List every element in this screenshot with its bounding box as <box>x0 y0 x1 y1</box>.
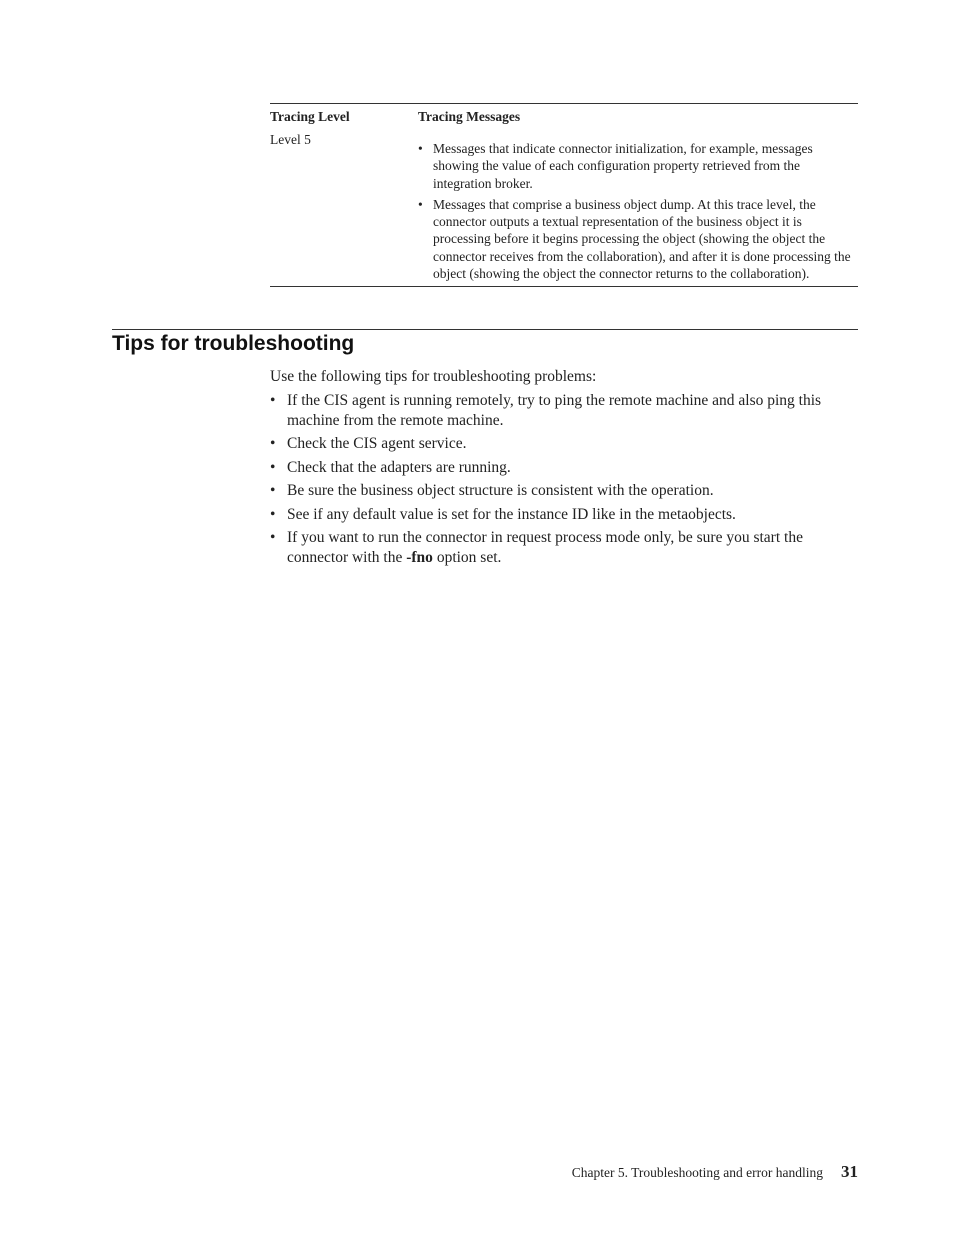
list-item <box>270 528 860 567</box>
table-bottom-rule <box>270 286 858 287</box>
tracing-table <box>270 103 858 287</box>
message-text: Messages that indicate connector initialization, for example, messages showing the value of each configuration property retrieved from the integration broker. <box>433 141 813 191</box>
list-item <box>270 481 860 501</box>
section-title: Tips for troubleshooting <box>112 332 355 355</box>
bullet-icon: • <box>270 458 276 476</box>
page-number: 31 <box>841 1162 858 1181</box>
tips-section <box>270 367 860 571</box>
bullet-icon: • <box>270 505 276 523</box>
header-tracing-messages: Tracing Messages <box>418 109 521 124</box>
header-tracing-level: Tracing Level <box>270 109 350 124</box>
tip-text: Be sure the business object structure is consistent with the operation. <box>287 482 714 499</box>
list-item <box>418 196 858 282</box>
table-header-row <box>270 104 858 128</box>
tip-text: Check that the adapters are running. <box>287 458 511 476</box>
tip-text-before: If you want to run the connector in request process mode only, be sure you start the connector with the <box>287 529 803 566</box>
bullet-icon: • <box>270 435 276 452</box>
list-item <box>270 458 860 478</box>
bullet-icon: • <box>270 392 276 409</box>
tip-text-after: option set. <box>432 548 502 566</box>
fno-option: -fno <box>406 548 433 566</box>
bullet-icon: • <box>270 482 276 499</box>
list-item <box>270 434 860 454</box>
table-row <box>270 128 858 286</box>
bullet-icon: • <box>418 141 423 156</box>
tips-intro: Use the following tips for troubleshooting problems: <box>270 368 597 385</box>
page-footer <box>572 1162 858 1182</box>
list-item <box>270 391 860 430</box>
message-text: Messages that comprise a business object dump. At this trace level, the connector outputs a textual representation of the business object it is processing before it begins processing the object (showing the object the connector receives from the collaboration), and after it is done processing the object (showing the object the connector returns to the collaboration). <box>433 196 851 282</box>
level-cell: Level 5 <box>270 132 311 147</box>
tip-text: Check the CIS agent service. <box>287 435 467 452</box>
messages-list <box>418 140 858 282</box>
bullet-icon: • <box>418 196 423 212</box>
footer-chapter: Chapter 5. Troubleshooting and error handling <box>571 1165 823 1180</box>
bullet-icon: • <box>270 529 276 546</box>
list-item <box>418 140 858 192</box>
tip-text: See if any default value is set for the instance ID like in the metaobjects. <box>287 505 736 523</box>
messages-cell <box>418 128 858 282</box>
tip-text: If the CIS agent is running remotely, try to ping the remote machine and also ping this machine from the remote machine. <box>287 392 822 429</box>
list-item <box>270 505 860 525</box>
tips-list <box>270 391 860 567</box>
section-rule <box>112 329 858 330</box>
